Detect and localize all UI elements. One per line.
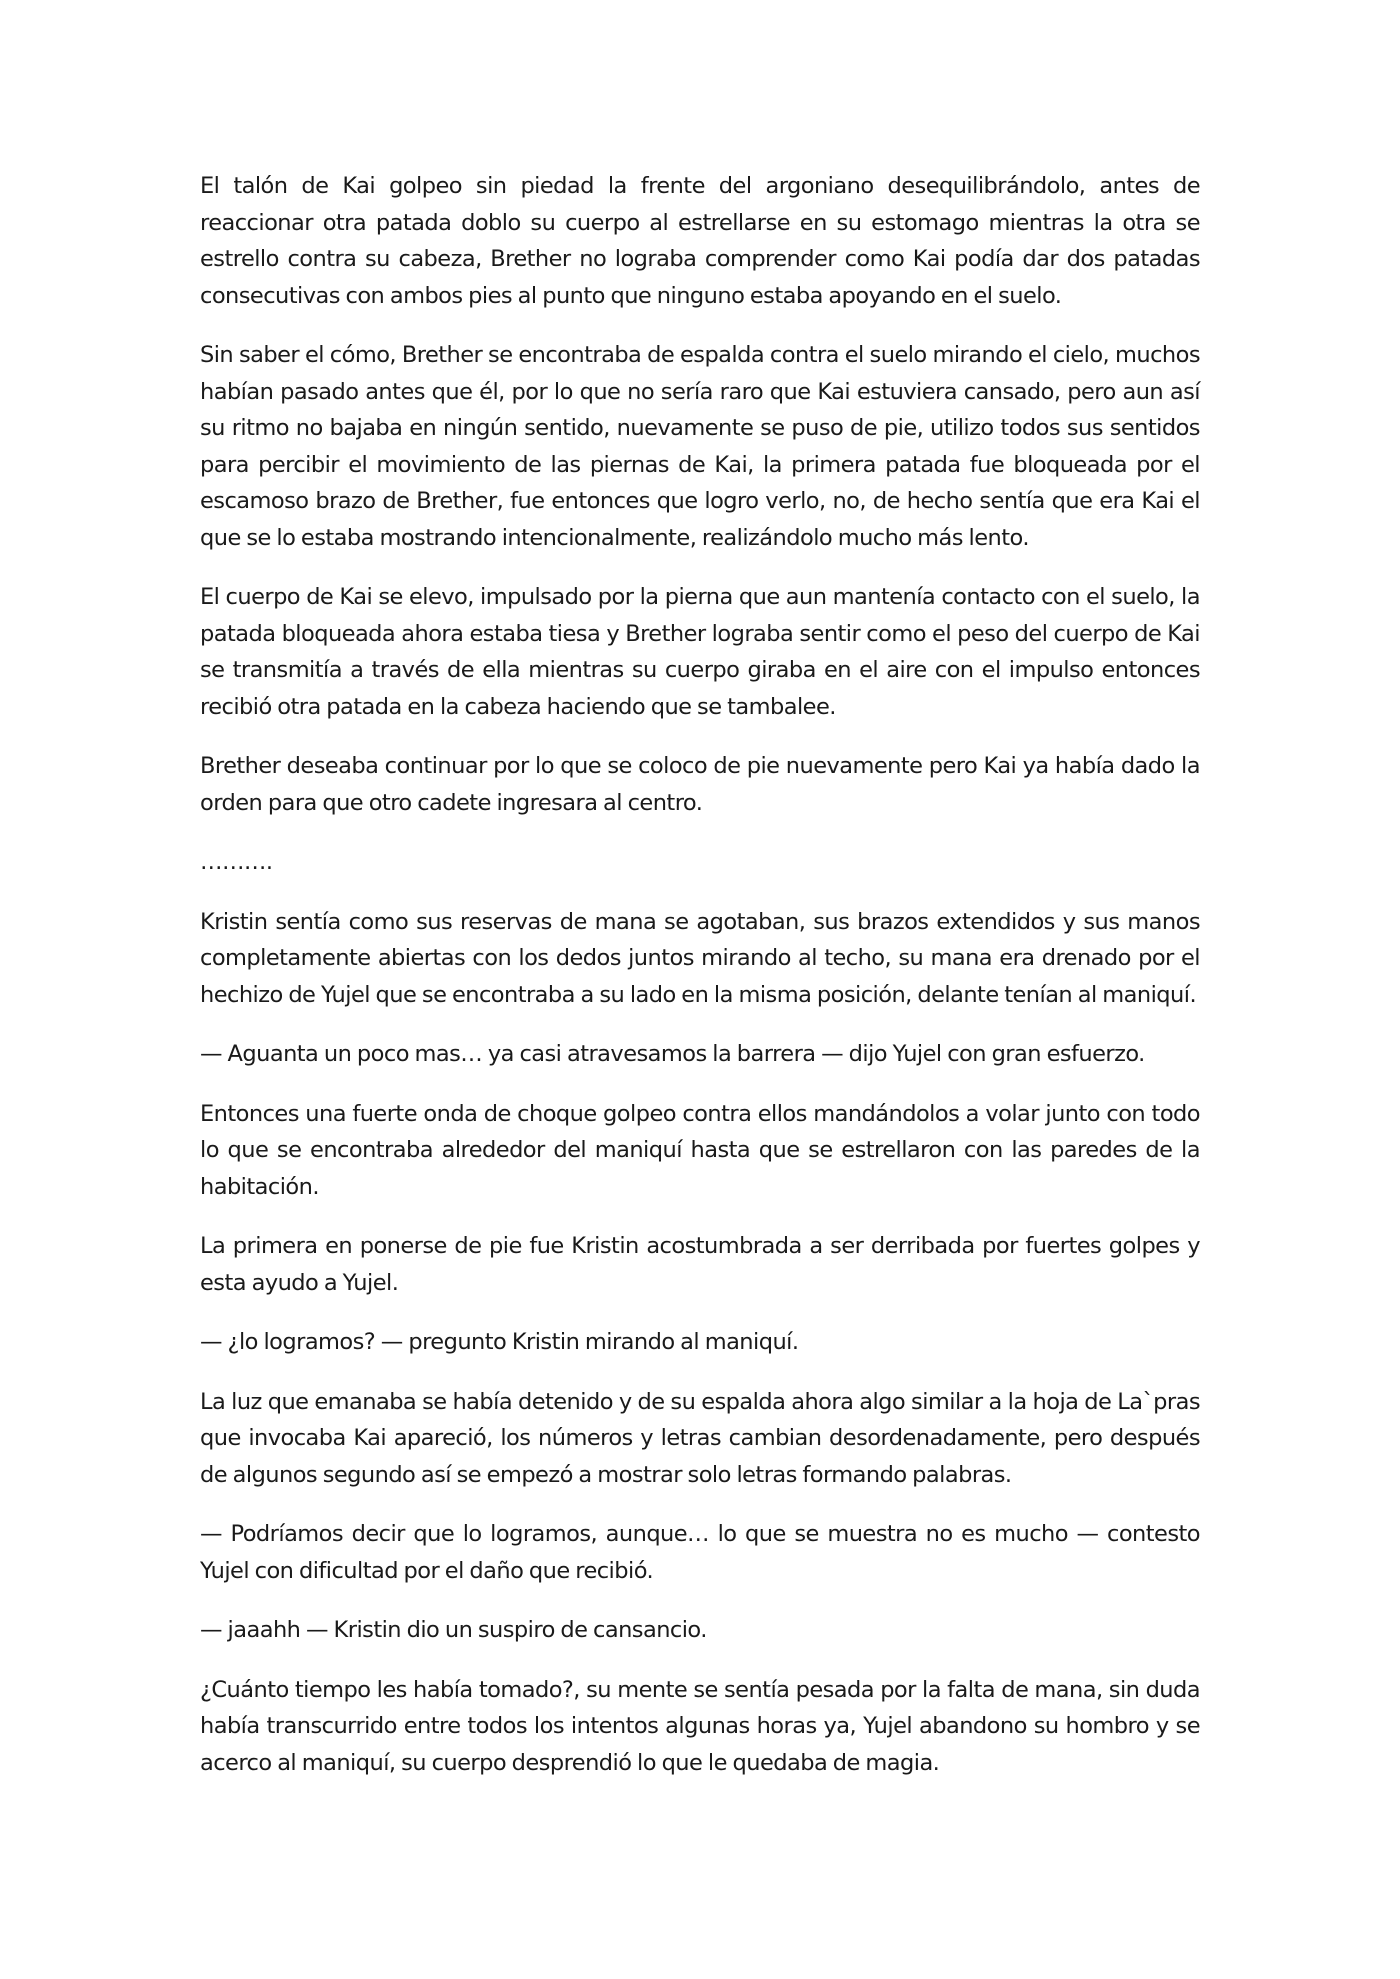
dialogue-line-1: — Aguanta un poco mas… ya casi atravesamos la barrera — dijo Yujel con gran esfuerzo. — [200, 1041, 1145, 1067]
document-body — [200, 168, 1200, 1804]
paragraph-1: El talón de Kai golpeo sin piedad la frente del argoniano desequilibrándolo, antes de reaccionar otra patada doblo su cuerpo al estrellarse en su estomago mientras la otra se estrello contra su cabeza, Brether no lograba comprender como Kai podía dar dos patadas consecutivas con ambos pies al punto que ninguno estaba apoyando en el suelo. — [200, 173, 1200, 309]
dialogue-line-4: — jaaahh — Kristin dio un suspiro de cansancio. — [200, 1617, 707, 1643]
paragraph-8: La luz que emanaba se había detenido y de su espalda ahora algo similar a la hoja de La`pras que invocaba Kai apareció, los números y letras cambian desordenadamente, pero después de algunos segundo así se empezó a mostrar solo letras formando palabras. — [200, 1388, 1200, 1488]
paragraph-2: Sin saber el cómo, Brether se encontraba de espalda contra el suelo mirando el cielo, muchos habían pasado antes que él, por lo que no sería raro que Kai estuviera cansado, pero aun así su ritmo no bajaba en ningún sentido, nuevamente se puso de pie, utilizo todos sus sentidos para percibir el movimiento de las piernas de Kai, la primera patada fue bloqueada por el escamoso brazo de Brether, fue entonces que logro verlo, no, de hecho sentía que era Kai el que se lo estaba mostrando intencionalmente, realizándolo mucho más lento. — [200, 342, 1200, 551]
dialogue-line-2: — ¿lo logramos? — pregunto Kristin mirando al maniquí. — [200, 1329, 799, 1355]
dialogue-line-3: — Podríamos decir que lo logramos, aunque… lo que se muestra no es mucho — contesto Yujel con dificultad por el daño que recibió. — [200, 1521, 1200, 1584]
paragraph-4: Brether deseaba continuar por lo que se coloco de pie nuevamente pero Kai ya había dado la orden para que otro cadete ingresara al centro. — [200, 753, 1200, 816]
paragraph-7: La primera en ponerse de pie fue Kristin acostumbrada a ser derribada por fuertes golpes y esta ayudo a Yujel. — [200, 1233, 1200, 1296]
paragraph-9: ¿Cuánto tiempo les había tomado?, su mente se sentía pesada por la falta de mana, sin duda había transcurrido entre todos los intentos algunas horas ya, Yujel abandono su hombro y se acerco al maniquí, su cuerpo desprendió lo que le quedaba de magia. — [200, 1676, 1200, 1776]
scene-break: ………. — [200, 849, 273, 875]
paragraph-3: El cuerpo de Kai se elevo, impulsado por la pierna que aun mantenía contacto con el suelo, la patada bloqueada ahora estaba tiesa y Brether lograba sentir como el peso del cuerpo de Kai se transmitía a través de ella mientras su cuerpo giraba en el aire con el impulso entonces recibió otra patada en la cabeza haciendo que se tambalee. — [200, 584, 1200, 720]
paragraph-6: Entonces una fuerte onda de choque golpeo contra ellos mandándolos a volar junto con todo lo que se encontraba alrededor del maniquí hasta que se estrellaron con las paredes de la habitación. — [200, 1100, 1200, 1200]
paragraph-5: Kristin sentía como sus reservas de mana se agotaban, sus brazos extendidos y sus manos completamente abiertas con los dedos juntos mirando al techo, su mana era drenado por el hechizo de Yujel que se encontraba a su lado en la misma posición, delante tenían al maniquí. — [200, 908, 1200, 1008]
